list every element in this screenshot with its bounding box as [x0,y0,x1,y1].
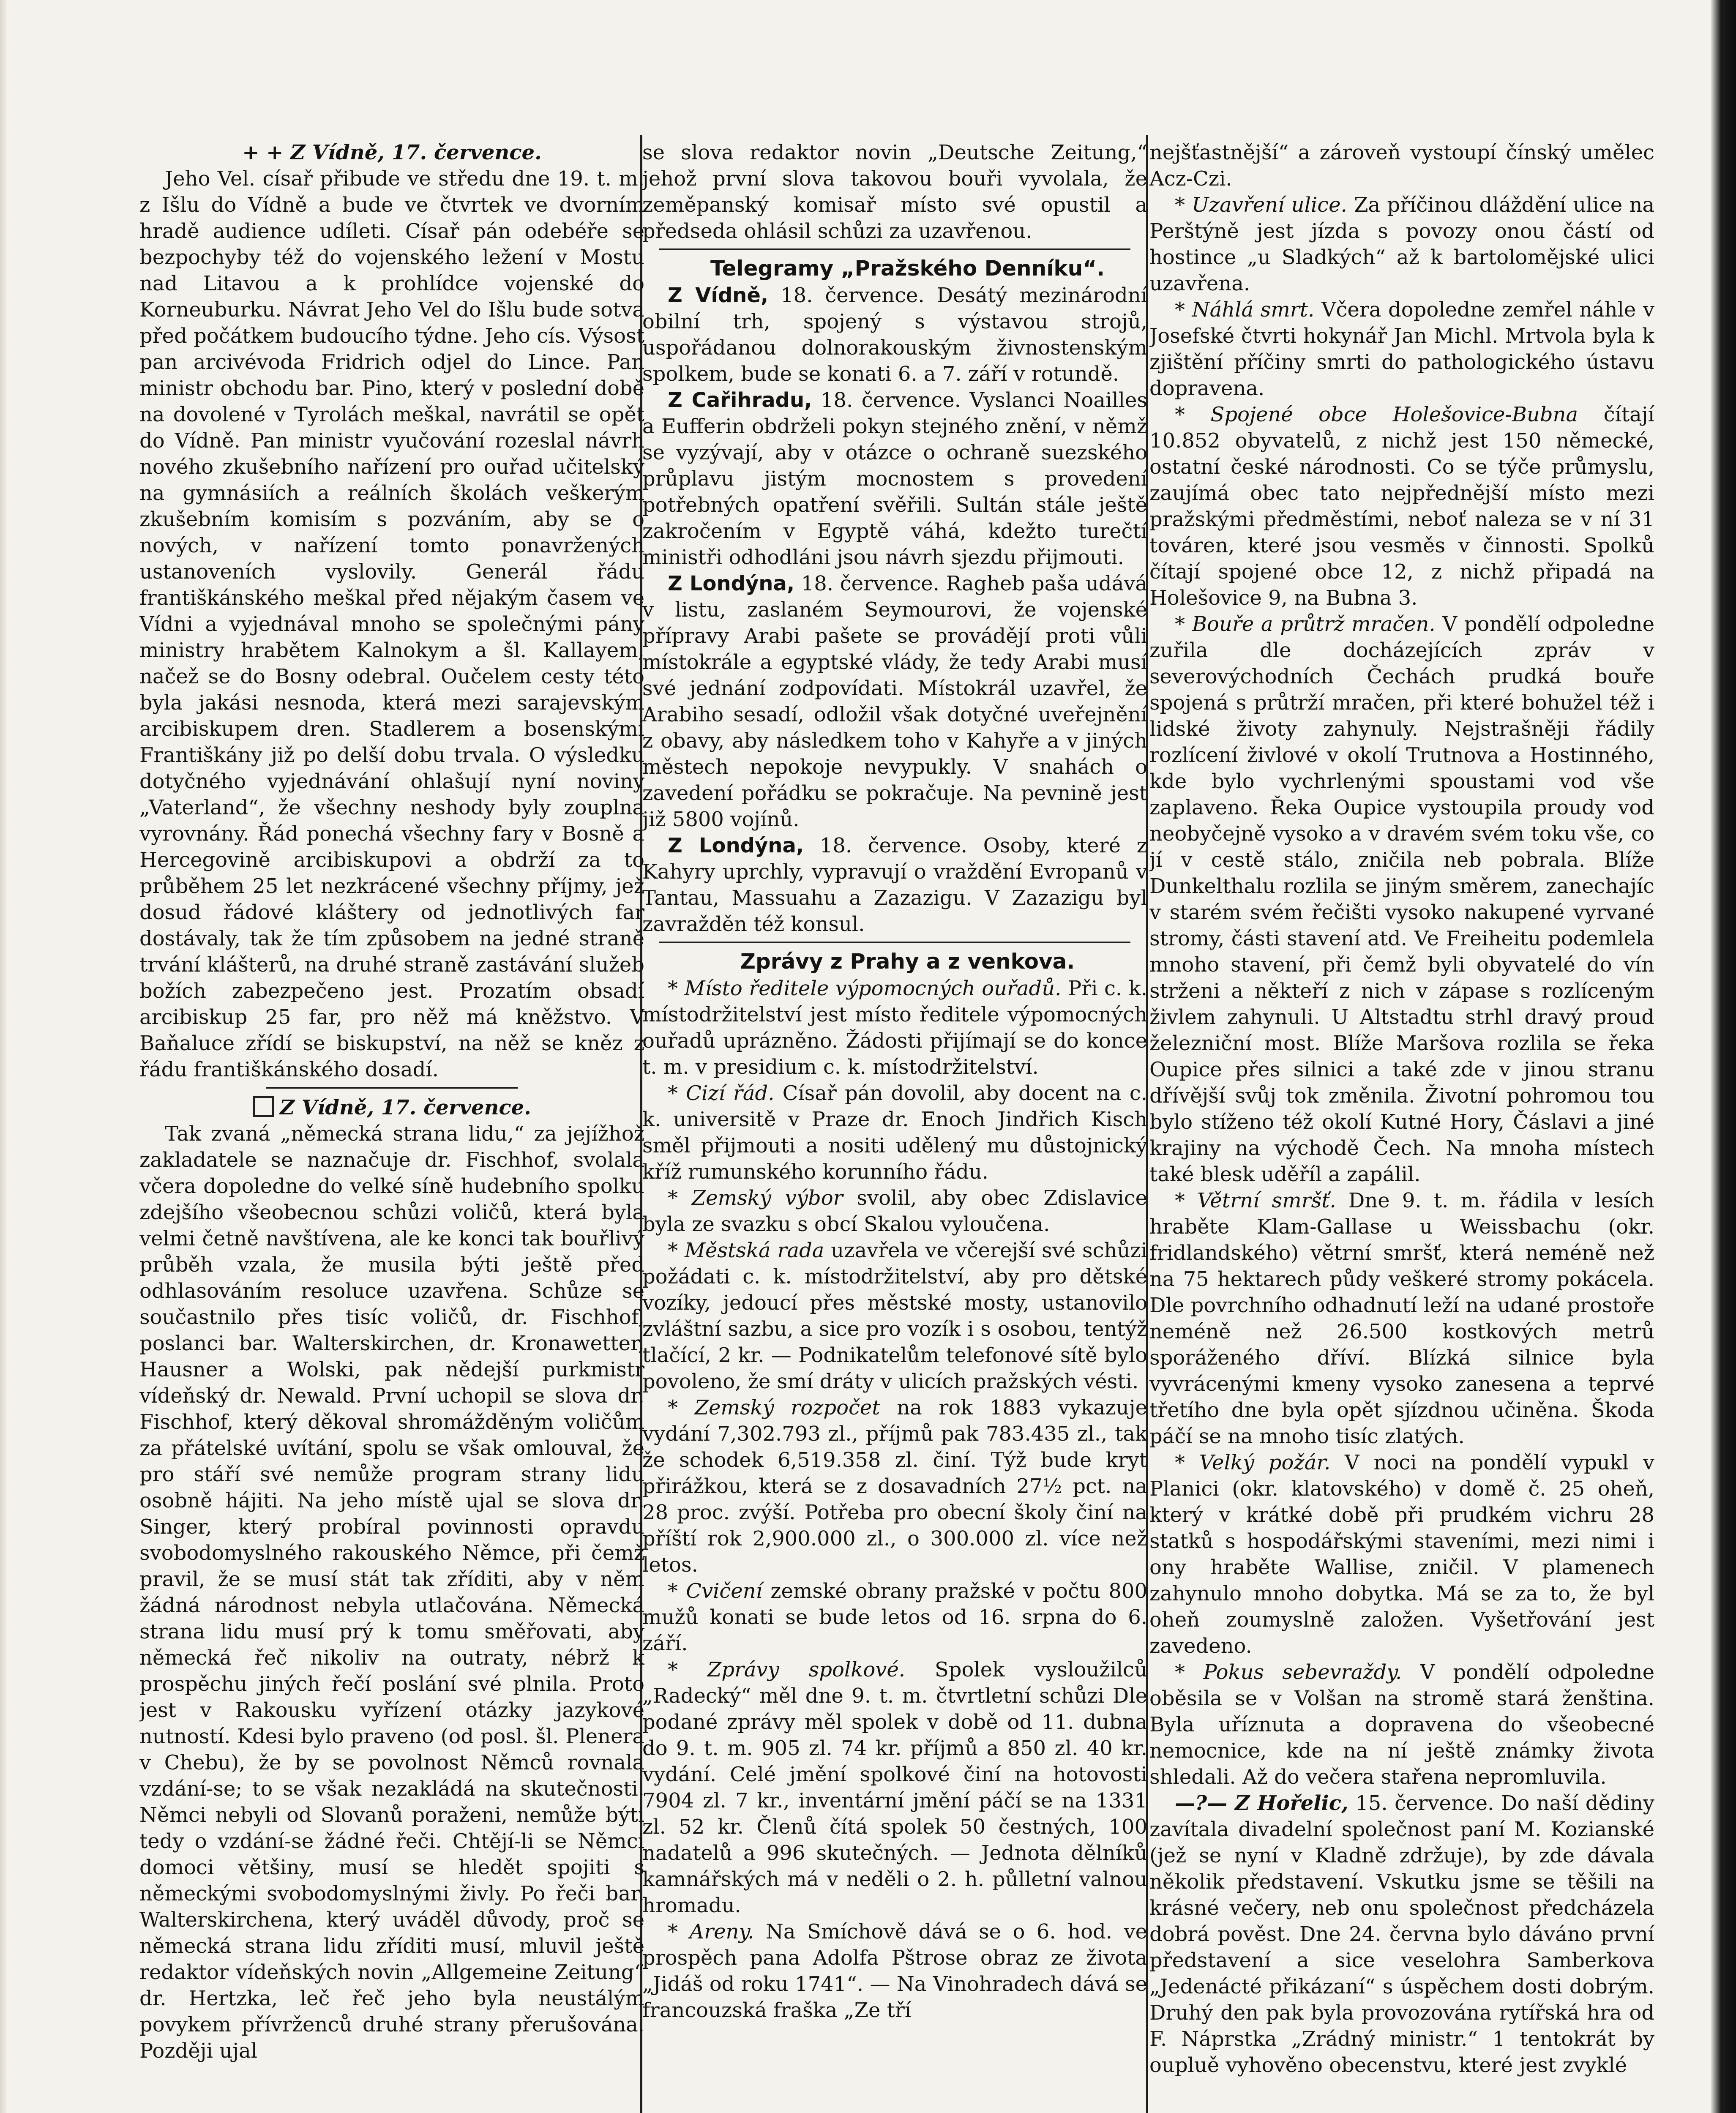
news-item: * Uzavření ulice. Za příčinou dláždění ulice na Perštýně jest jízda s povozy onou částí od hostince „u Sladkých“ až k bartolomějské ulici uzavřena. [1149,193,1654,295]
news-item: * Větrní smršť. Dne 9. t. m. řádila v lesích hraběte Klam-Gallase u Weissbachu (okr. fridlandského) větrní smršť, která neméně než na 75 hektarech půdy veškeré stromy pokácela. Dle povrchního odhadnutí leží na udané prostoře neméně než 26.500 kostkových metrů sporáženého dříví. Blízká silnice byla vyvrácenými kmeny vysoko zanesena a teprvé třetího dne byla opět sjízdnou učiněna. Škoda páčí se na mnoho tisíc zlatých. [1149,1189,1654,1448]
divider [659,248,1130,250]
telegram-constantinople: Z Cařihradu, 18. července. Vyslanci Noailles a Eufferin obdrželi pokyn stejného znění, v němž se vyzývají, aby v otázce o ochraně suezského průplavu jistým mocnostem s provedení potřebných opatření svěřili. Sultán stále ještě zakročením v Egyptě váhá, kdežto turečtí ministři odhodláni jsou návrh sjezdu přijmouti. [642,388,1147,569]
news-item: * Velký požár. V noci na pondělí vypukl v Planici (okr. klatovského) v domě č. 25 oheň, který v krátké době při prudkém vichru 28 statků s hospodářskými staveními, mezi nimi i ony hraběte Wallise, zničil. V plamenech zahynulo mnoho dobytka. Má se za to, že byl oheň zoumyslně založen. Vyšetřování jest zavedeno. [1149,1451,1654,1658]
news-item: * Bouře a průtrž mračen. V pondělí odpoledne zuřila dle docházejících zpráv v severovýchodních Čechách prudká bouře spojená s průtrží mračen, při které bohužel též i lidské životy zahynuly. Nejstrašněji řádily rozlícení živlové v okolí Trutnova a Hostinného, kde bylo vychrlenými spoustami vod vše zaplaveno. Řeka Oupice vystoupila proudy vod neobyčejně vysoko a v dravém svém toku vše, co jí v cestě stálo, zničila neb pobrala. Blíže Dunkelthalu rozlila se jiným směrem, zanechajíc v starém svém řečišti vysoko nakupené vyrvané stromy, části stavení atd. Ve Freiheitu podemlela mnoho stavení, při čemž byli obyvatelé do vín strženi a někteří z nich v zápase s rozlíceným živlem zahynuli. U Altstadtu strhl dravý proud železniční most. Blíže Maršova rozlila se řeka Oupice přes silnici a také zde v jinou stranu dřívější svůj tok změnila. Životní pohromou tou bylo stíženo též okolí Kutné Hory, Čáslavi a jiné krajiny na východě Čech. Na mnoha místech také blesk uděříl a zapálil. [1149,612,1654,1186]
news-item: * Zprávy spolkové. Spolek vysloužilců „Radecký“ měl dne 9. t. m. čtvrtletní schůzi Dle podané zprávy měl spolek v době od 11. dubna do 9. t. m. 905 zl. 74 kr. příjmů a 850 zl. 40 kr. vydání. Celé jmění spolkové činí na hotovosti 7904 zl. 7 kr., inventární jmění páčí se na 1331 zl. 52 kr. Členů čítá spolek 50 čestných, 100 nadatelů a 996 skutečných. — Jednota dělníků kamnářských má v neděli o 2. h. půlletní valnou hromadu. [642,1658,1147,1917]
news-item: * Městská rada uzavřela ve včerejší své schůzi požádati c. k. místodržitelství, aby pro dětské vozíky, jedoucí přes městské mosty, ustanovilo zvláštní sazbu, a sice pro vozík i s osobou, tentýž tlačící, 2 kr. — Podnikatelům telefonové sítě bylo povoleno, že smí dráty v ulicích pražských vésti. [642,1239,1147,1393]
column-2 [642,139,1147,2113]
dateline-vienna-2: Z Vídně, 17. července. [139,1095,644,1121]
dateline-vienna-1: + + Z Vídně, 17. července. [242,141,542,164]
page-right-edge-shadow [1711,0,1736,2113]
article-continuation: se slova redaktor novin „Deutsche Zeitung,“ jehož první slova takovou bouři vyvolala, že zeměpanský komisař místo své opustil a předseda ohlásil schůzi za uzavřenou. [642,141,1147,243]
page-left-shadow [0,0,8,2113]
column-1 [139,139,644,2113]
article-continuation: nejšťastnější“ a zároveň vystoupí čínský umělec Acz-Czi. [1149,141,1654,191]
news-item: * Cvičení zemské obrany pražské v počtu 800 mužů konati se bude letos od 16. srpna do 6. září. [642,1579,1147,1655]
news-item: * Zemský rozpočet na rok 1883 vykazuje vydání 7,302.793 zl., příjmů pak 783.435 zl., tak že schodek 6,519.358 zl. činí. Týž bude kryt přirážkou, která se z dosavadních 27½ pct. na 28 proc. zvýší. Potřeba pro obecní školy činí na příští rok 2,900.000 zl., o 300.000 zl. více než letos. [642,1396,1147,1577]
section-heading-prague-news: Zprávy z Prahy a z venkova. [740,949,1075,974]
divider [659,942,1130,943]
telegram-london-1: Z Londýna, 18. července. Ragheb paša udává v listu, zaslaném Seymourovi, že vojenské přípravy Arabi pašete se provádějí proti vůli místokrále a egyptské vlády, že tedy Arabi musí své jednání zodpovídati. Místokrál uzavřel, že Arabiho sesadí, odložil však dotyčné uveřejnění z obavy, aby následkem toho v Kahyře a v jiných městech nepokoje nevypukly. V snahách o zavedení pořádku se pokračuje. Na pevnině jest již 5800 vojínů. [642,572,1147,831]
divider [266,1087,518,1089]
news-item: * Cizí řád. Císař pán dovolil, aby docent na c. k. universitě v Praze dr. Enoch Jindřich Kisch směl přijmouti a nositi udělený mu důstojnický kříž rumunského korunního řádu. [642,1081,1147,1184]
news-item-horelice: —?— Z Hořelic, 15. července. Do naší dědiny zavítala divadelní společnost paní M. Kozianské (jež se nyní v Kladně zdržuje), by zde dávala několik představení. Vskutku jsme se těšili na krásné večery, neb onu společnost předcházela dobrá pověst. Dne 24. června bylo dáváno první představení a sice veselohra Samberkova „Jedenácté přikázaní“ s úspěchem dosti dobrým. Druhý den pak byla provozována rytířská hra od F. Náprstka „Zrádný ministr.“ 1 tentokrát by oupluě vyhověno obecenstvu, které jest zvyklé [1149,1791,1654,2077]
news-item: * Areny. Na Smíchově dává se o 6. hod. ve prospěch pana Adolfa Pštrose obraz ze života „Jidáš od roku 1741“. — Na Vinohradech dává se francouzská fraška „Ze tří [642,1920,1147,2022]
telegram-vienna: Z Vídně, 18. července. Desátý mezinárodní obilní trh, spojený s výstavou strojů, uspořádanou dolnorakouským živnostenským spolkem, bude se konati 6. a 7. září v rotundě. [642,284,1147,386]
article-german-peoples-party: Tak zvaná „německá strana lidu,“ za jejížhož zakladatele se naznačuje dr. Fischhof, svolala včera dopoledne do velké síně hudebního spolku zdejšího všeobecnou schůzi voličů, která byla velmi četně navštívena, ale ke konci tak bouřlivý průběh vzala, že musila býti ještě před odhlasováním resoluce uzavřena. Schůze se součastnilo přes tisíc voličů, dr. Fischhof, poslanci bar. Walterskirchen, dr. Kronawetter, Hausner a Wolski, pak nědejší purkmistr vídeňský dr. Newald. První uchopil se slova dr. Fischhof, který děkoval shromážděným voličům za přátelské uvítání, spolu se však omlouval, že pro stáří své nemůže program strany lidu osobně hájiti. Na jeho místě ujal se slova dr. Singer, který probíral povinnosti opravdu svobodomyslného rakouského Němce, při čemž pravil, že se musí stát tak zříditi, aby v něm žádná národnost nebyla utlačována. Německá strana lidu musí prý k tomu směřovati, aby německá řeč nikoliv na outraty, nébrž k prospěchu jiných řečí poslání své plnila. Proto jest v Rakousku vyřízení otázky jazykové nutností. Kdesi bylo praveno (od posl. šl. Plenera v Chebu), že by se povolnost Němců rovnala vzdání-se; to se však nezakládá na skutečnosti. Němci nebyli od Slovanů poraženi, nemůže býti tedy o vzdání-se žádné řeči. Chtějí-li se Němci domoci většiny, musí se hledět spojiti s německými svobodomyslnými živly. Po řeči bar. Walterskirchena, který uváděl důvody, proč se německá strana lidu zříditi musí, mluvil ještě redaktor vídeňských novin „Allgemeine Zeitung“ dr. Hertzka, leč řeč jeho byla neustálým povykem přívrženců druhé strany přerušována. Později ujal [139,1122,644,2063]
telegram-london-2: Z Londýna, 18. července. Osoby, které z Kahyry uprchly, vypravují o vraždění Evropanů v Tantau, Massuahu a Zazazigu. V Zazazigu byl zavražděn též konsul. [642,834,1147,936]
news-item: * Zemský výbor svolil, aby obec Zdislavice byla ze svazku s obcí Skalou vyloučena. [642,1186,1147,1236]
column-3 [1149,139,1654,2113]
square-marker-icon [253,1096,274,1117]
section-heading-telegrams: Telegramy „Pražského Denníku“. [710,256,1105,281]
news-item: * Místo ředitele výpomocných ouřadů. Při c. k. místodržitelství jest místo ředitele výpomocných ouřadů uprázněno. Žádosti přijímají se do konce t. m. v presidium c. k. místodržitelství. [642,977,1147,1079]
news-item: * Náhlá smrt. Včera dopoledne zemřel náhle v Josefské čtvrti hokynář Jan Michl. Mrtvola byla k zjištění příčiny smrti do pathologického ústavu dopravena. [1149,298,1654,400]
news-item: * Pokus sebevraždy. V pondělí odpoledne oběsila se v Volšan na stromě stará ženština. Byla uříznuta a dopravena do všeobecné nemocnice, kde na ní ještě známky života shledali. Až do večera stařena nepromluvila. [1149,1660,1654,1789]
news-item: * Spojené obce Holešovice-Bubna čítají 10.852 obyvatelů, z nichž jest 150 německé, ostatní české národnosti. Co se týče průmyslu, zaujímá obec tato nejpřednější místo mezi pražskými předměstími, neboť naleza se v ní 31 továren, které jsou vesměs v činnosti. Spolků čítají spojené obce 12, z nichž připadá na Holešovice 9, na Bubna 3. [1149,403,1654,610]
article-vienna-emperor: Jeho Vel. císař přibude ve středu dne 19. t. m. z Išlu do Vídně a bude ve čtvrtek ve dvorním hradě audience udíleti. Císař pán odebéře se bezpochyby též do vojenského ležení v Mostu nad Litavou a k prohlídce vojenské do Korneuburku. Návrat Jeho Vel do Išlu bude sotva před počátkem budoucího týdne. Jeho cís. Výsost pan arcivévoda Fridrich odjel do Lince. Pan ministr obchodu bar. Pino, který v poslední době na dovolené v Tyrolách meškal, navrátil se opět do Vídně. Pan ministr vyučování rozeslal návrh nového zkušebního nařízení pro ouřad učitelský na gymnásiích a reálních školách veškerým zkušebním komisím s pozváním, aby se o nových, v nařízení tomto ponavržených ustanoveních vyslovily. Generál řádu františkánského meškal před nějakým časem ve Vídni a vyjednával mnoho se společnými pány ministry hrabětem Kalnokym a šl. Kallayem, načež se do Bosny odebral. Oučelem cesty této byla jakási nesnoda, která mezi sarajevským arcibiskupem dren. Stadlerem a bosenskými Františkány již po delší dobu trvala. O výsledku dotyčného vyjednávání ohlašují nyní noviny „Vaterland“, že všechny neshody byly zouplna vyrovnány. Řád ponechá všechny fary v Bosně a Hercegovině arcibiskupovi a obdrží za to průběhem 25 let nezkrácené všechny příjmy, jež dosud řádové kláštery od jednotlivých far dostávaly, tak že tím způsobem na jedné straně trvání klášterů, na druhé straně zastávání služeb božích zabezpečeno jest. Prozatím obsadí arcibiskup 25 far, pro něž má kněžstvo. V Baňaluce zřídí se biskupství, na něž se kněz z řádu františkánského dosadí. [139,167,644,1081]
